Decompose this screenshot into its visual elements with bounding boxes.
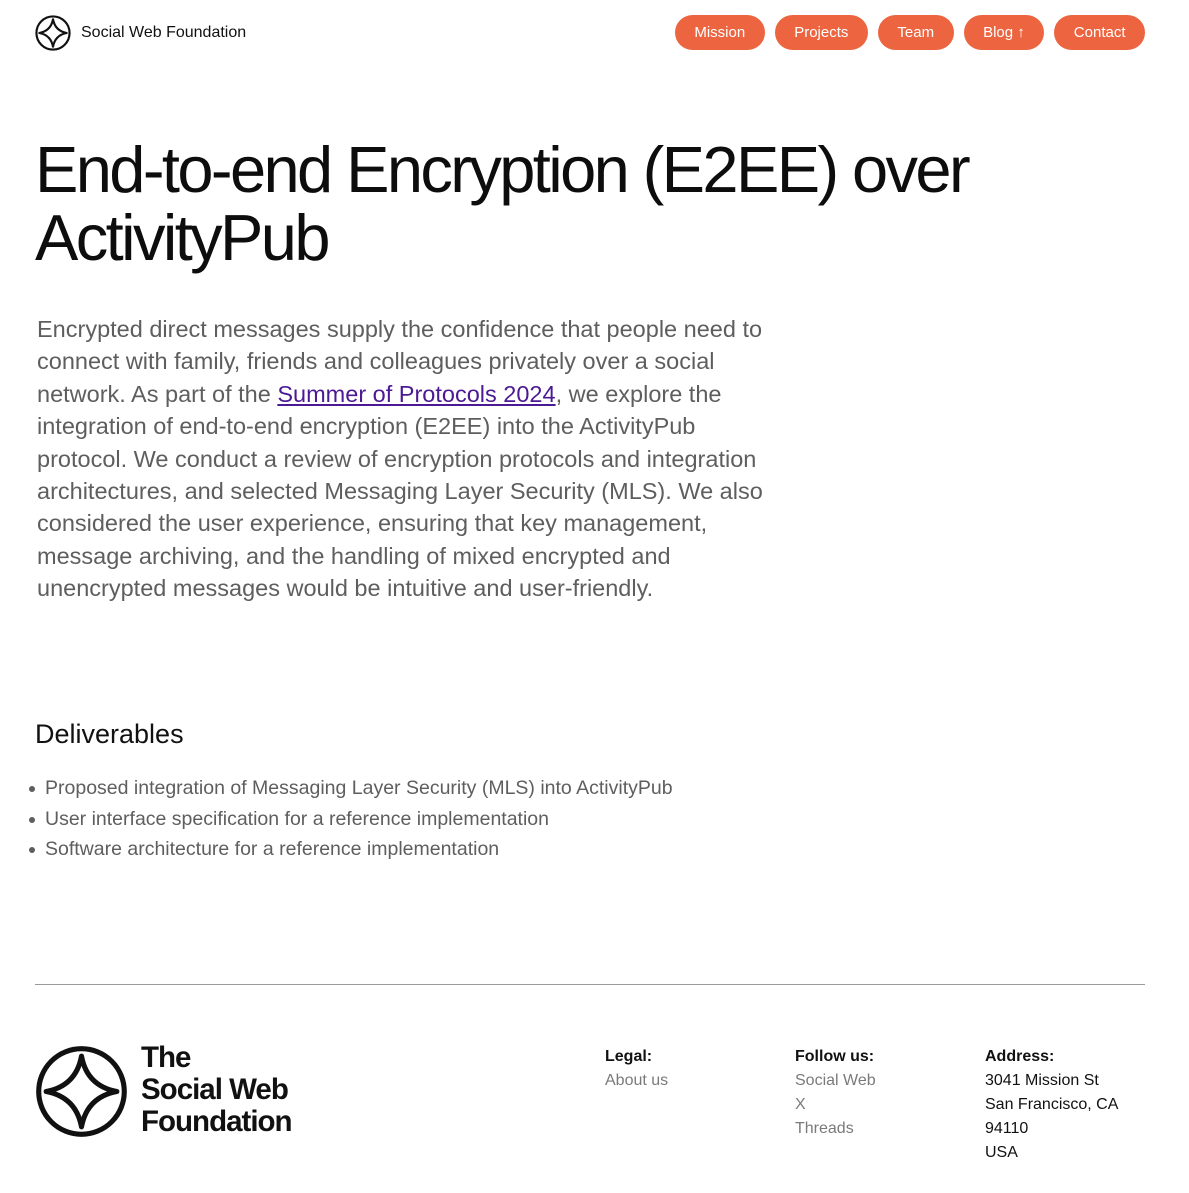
deliverable-text: Software architecture for a reference implementation — [45, 838, 500, 860]
footer-logo-wordmark — [141, 1042, 292, 1138]
list-item — [27, 804, 673, 835]
nav-mission-button[interactable]: Mission — [675, 15, 765, 50]
nav-blog-button[interactable]: Blog ↑ — [964, 15, 1045, 50]
bullet-icon — [29, 786, 35, 792]
summer-of-protocols-link[interactable]: Summer of Protocols 2024 — [277, 380, 556, 407]
footer-legal-column — [605, 1045, 668, 1093]
footer-address-column — [985, 1045, 1118, 1165]
nav-contact-button[interactable]: Contact — [1054, 15, 1145, 50]
deliverables-heading: Deliverables — [35, 719, 184, 749]
about-us-link[interactable]: About us — [605, 1072, 669, 1089]
brand-name: Social Web Foundation — [81, 24, 247, 41]
bullet-icon — [29, 817, 35, 823]
legal-heading: Legal: — [605, 1048, 653, 1065]
wordmark-line: The — [141, 1041, 191, 1074]
address-heading: Address: — [985, 1048, 1055, 1065]
footer-follow-column — [795, 1045, 876, 1141]
wordmark-line: Social Web — [141, 1073, 288, 1106]
wordmark-line: Foundation — [141, 1105, 292, 1138]
intro-text-before-link: Encrypted direct messages supply the confidence that people need to connect with family, friends and colleagues privately over a social network. As part of the — [37, 316, 763, 407]
deliverable-text: Proposed integration of Messaging Layer Security (MLS) into ActivityPub — [45, 777, 673, 799]
x-link[interactable]: X — [795, 1096, 806, 1113]
follow-heading: Follow us: — [795, 1048, 875, 1065]
intro-paragraph — [37, 313, 767, 605]
address-line: 94110 — [985, 1120, 1029, 1137]
threads-link[interactable]: Threads — [795, 1120, 854, 1137]
social-web-logo-icon — [35, 15, 71, 51]
list-item — [27, 773, 673, 804]
nav-projects-button[interactable]: Projects — [775, 15, 868, 50]
deliverables-list — [27, 773, 673, 865]
address-line: San Francisco, CA — [985, 1096, 1119, 1113]
home-link[interactable] — [35, 15, 246, 51]
nav-team-button[interactable]: Team — [878, 15, 954, 50]
intro-text-after-link: , we explore the integration of end-to-end encryption (E2EE) into the ActivityPub protocol. We conduct a review of encryption protocols and integration architectures, and selected Messaging Layer Security (MLS). We also considered the user experience, ensuring that key management, message archiving, and the handling of mixed encrypted and unencrypted messages would be intuitive and user-friendly. — [37, 380, 763, 602]
page-title: End-to-end Encryption (E2EE) over ActivityPub — [35, 133, 969, 274]
address-line: 3041 Mission St — [985, 1072, 1099, 1089]
main-nav — [665, 15, 1145, 50]
footer-logo — [35, 1041, 292, 1138]
list-item — [27, 834, 673, 865]
site-header — [0, 0, 1189, 66]
bullet-icon — [29, 847, 35, 853]
address-line: USA — [985, 1144, 1018, 1161]
deliverable-text: User interface specification for a reference implementation — [45, 807, 549, 830]
footer-divider — [35, 984, 1145, 985]
social-web-logo-icon — [35, 1045, 128, 1138]
social-web-link[interactable]: Social Web — [795, 1072, 876, 1089]
